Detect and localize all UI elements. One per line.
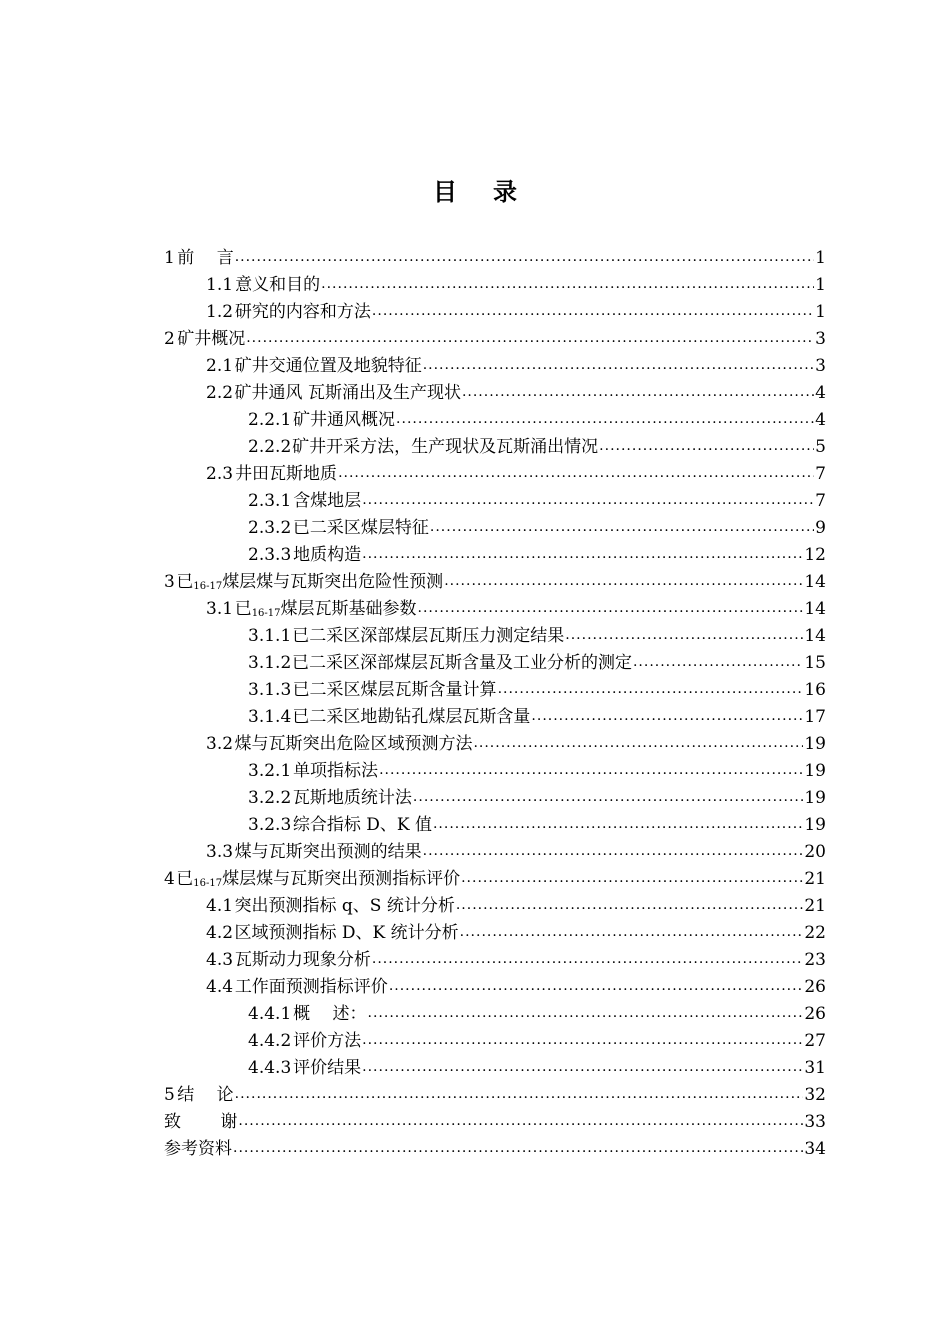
toc-entry-number: 4.2: [206, 923, 234, 943]
toc-entry-title: [293, 785, 412, 812]
toc-entry-title-main: 单项指标法: [293, 761, 379, 781]
toc-entry-title: [293, 488, 361, 515]
toc-entry[interactable]: [164, 974, 826, 1001]
toc-entry-number: 5: [164, 1085, 175, 1105]
toc-entry-title: [235, 596, 417, 625]
toc-entry-title: [293, 542, 361, 569]
toc-entry-title-main: 前 言: [177, 248, 234, 268]
toc-entry[interactable]: [164, 839, 826, 866]
toc-entry-page-number: 26: [804, 1004, 826, 1024]
toc-entry-title: [177, 245, 233, 272]
toc-dot-leader: [233, 1135, 803, 1162]
toc-dot-leader: [235, 244, 814, 271]
toc-entry-number: 3.1: [206, 599, 234, 619]
toc-entry[interactable]: [164, 245, 826, 272]
toc-entry-title-main: 已二采区深部煤层瓦斯含量及工业分析的测定: [291, 653, 632, 673]
toc-entry-title-main: 突出预测指标 q、S 统计分析: [234, 896, 455, 916]
toc-entry-title-main: 井田瓦斯地质: [235, 464, 338, 484]
toc-entry-number: 3: [164, 572, 175, 592]
toc-entry-page-number: 1: [815, 248, 826, 268]
toc-entry-title-main: 研究的内容和方法: [234, 302, 371, 322]
toc-entry[interactable]: [164, 1001, 826, 1028]
toc-entry[interactable]: [164, 380, 826, 407]
toc-entry-number: 3.2.3: [248, 815, 292, 835]
toc-entry[interactable]: [164, 704, 826, 731]
toc-entry-title: [235, 839, 422, 866]
toc-entry-number: 4.1: [206, 896, 234, 916]
toc-entry[interactable]: [164, 812, 826, 839]
toc-entry[interactable]: [164, 650, 826, 677]
toc-entry[interactable]: [164, 893, 826, 920]
toc-entry-title: [235, 974, 388, 1001]
toc-dot-leader: [235, 1081, 804, 1108]
toc-entry[interactable]: [164, 677, 826, 704]
toc-entry-page-number: 14: [804, 626, 826, 646]
toc-dot-leader: [498, 676, 804, 703]
toc-entry-number: 2.3.2: [248, 518, 292, 538]
toc-entry-page-number: 16: [804, 680, 826, 700]
toc-entry-title-main: 评价结果: [293, 1058, 362, 1078]
toc-entry-title: [234, 731, 472, 758]
toc-entry-title-main: 矿井通风 瓦斯涌出及生产现状: [234, 383, 461, 403]
toc-entry-number: 4.3: [206, 950, 234, 970]
toc-entry[interactable]: [164, 758, 826, 785]
toc-entry-number: 2.3: [206, 464, 234, 484]
toc-entry[interactable]: [164, 353, 826, 380]
toc-dot-leader: [238, 1108, 803, 1135]
toc-entry-title-main: 瓦斯地质统计法: [292, 788, 412, 808]
toc-entry[interactable]: [164, 731, 826, 758]
toc-entry[interactable]: [164, 596, 826, 623]
toc-entry-title: [176, 866, 460, 895]
toc-entry[interactable]: [164, 326, 826, 353]
toc-entry-number: 4.4: [206, 977, 234, 997]
toc-entry-title-main: 矿井交通位置及地貌特征: [234, 356, 422, 376]
toc-entry-title-main: 瓦斯动力现象分析: [234, 950, 371, 970]
toc-entry-page-number: 1: [815, 302, 826, 322]
toc-dot-leader: [430, 514, 814, 541]
toc-entry-title: [177, 326, 245, 353]
toc-entry-title: [235, 893, 455, 920]
toc-entry-number: 4: [164, 869, 175, 889]
toc-entry-number: 3.1.1: [248, 626, 292, 646]
toc-list: [164, 245, 826, 1163]
toc-entry-title-main: 意义和目的: [235, 275, 321, 295]
toc-entry[interactable]: [164, 569, 826, 596]
toc-entry-number: 2.2: [206, 383, 234, 403]
toc-entry[interactable]: [164, 920, 826, 947]
toc-entry-title-subscript: 16-17: [251, 608, 281, 619]
toc-entry-title-subscript: 16-17: [193, 581, 223, 592]
toc-dot-leader: [379, 757, 803, 784]
toc-dot-leader: [396, 406, 814, 433]
toc-dot-leader: [413, 784, 803, 811]
toc-entry-page-number: 9: [815, 518, 826, 538]
toc-entry-title: [293, 1028, 361, 1055]
toc-entry-title-main: 结 论: [177, 1085, 234, 1105]
toc-entry-title: [292, 434, 598, 461]
toc-entry-title-main: 矿井通风概况: [293, 410, 396, 430]
toc-entry-page-number: 19: [804, 815, 826, 835]
toc-entry-number: 4.4.2: [248, 1031, 292, 1051]
toc-dot-leader: [565, 622, 803, 649]
toc-entry-title: [293, 758, 378, 785]
toc-dot-leader: [531, 703, 803, 730]
toc-entry-title-main: 煤与瓦斯突出预测的结果: [234, 842, 422, 862]
toc-entry-number: 3.2.2: [248, 788, 292, 808]
toc-dot-leader: [461, 865, 803, 892]
toc-entry-page-number: 27: [804, 1031, 826, 1051]
toc-entry-page-number: 31: [804, 1058, 826, 1078]
toc-entry-page-number: 19: [804, 761, 826, 781]
toc-entry-title: [176, 569, 443, 598]
toc-entry-title: [235, 947, 371, 974]
toc-dot-leader: [473, 730, 803, 757]
toc-entry-title: [293, 677, 497, 704]
toc-entry-title-main: 工作面预测指标评价: [234, 977, 388, 997]
toc-entry-page-number: 5: [815, 437, 826, 457]
toc-entry-title: [293, 515, 429, 542]
toc-entry-page-number: 7: [815, 491, 826, 511]
toc-entry-page-number: 33: [804, 1112, 826, 1132]
toc-dot-leader: [321, 271, 814, 298]
toc-entry-number: 2.1: [206, 356, 234, 376]
toc-dot-leader: [246, 325, 814, 352]
toc-title-left: 目: [433, 178, 457, 206]
toc-entry[interactable]: [164, 1082, 826, 1109]
toc-entry-page-number: 3: [815, 329, 826, 349]
toc-dot-leader: [456, 892, 804, 919]
toc-entry-title-rest: 煤层瓦斯基础参数: [280, 599, 417, 619]
toc-entry-number: 3.2.1: [248, 761, 292, 781]
toc-dot-leader: [362, 541, 803, 568]
toc-entry-page-number: 34: [804, 1139, 826, 1159]
toc-entry-number: 3.1.3: [248, 680, 292, 700]
toc-dot-leader: [460, 919, 804, 946]
toc-entry-page-number: 14: [804, 572, 826, 592]
toc-entry-page-number: 12: [804, 545, 826, 565]
toc-entry-page-number: 15: [804, 653, 826, 673]
toc-dot-leader: [368, 1000, 804, 1027]
toc-dot-leader: [633, 649, 803, 676]
toc-entry-page-number: 1: [815, 275, 826, 295]
toc-entry[interactable]: [164, 947, 826, 974]
toc-entry-page-number: 20: [804, 842, 826, 862]
toc-entry-number: 2.3.3: [248, 545, 292, 565]
toc-entry-number: 2.2.2: [248, 437, 292, 457]
toc-entry[interactable]: [164, 299, 826, 326]
toc-entry-title-main: 参考资料: [164, 1139, 232, 1159]
toc-entry-title: [235, 299, 371, 326]
toc-entry-title-main: 已二采区煤层特征: [292, 518, 429, 538]
toc-dot-leader: [362, 1027, 803, 1054]
toc-title-right: 录: [493, 178, 517, 206]
toc-entry-number: 4.4.3: [248, 1058, 292, 1078]
toc-entry-page-number: 19: [804, 788, 826, 808]
toc-entry-number: 1.2: [206, 302, 234, 322]
toc-entry-title-main: 煤与瓦斯突出危险区域预测方法: [234, 734, 473, 754]
toc-entry-page-number: 21: [804, 869, 826, 889]
toc-entry[interactable]: [164, 1109, 826, 1136]
toc-entry-title-main: 矿井概况: [177, 329, 246, 349]
toc-entry-number: 2.2.1: [248, 410, 292, 430]
toc-entry-number: 4.4.1: [248, 1004, 292, 1024]
toc-entry[interactable]: [164, 434, 826, 461]
toc-entry-page-number: 21: [804, 896, 826, 916]
toc-entry-number: 3.1.2: [248, 653, 292, 673]
toc-entry-title-main: 含煤地层: [293, 491, 362, 511]
toc-entry[interactable]: [164, 515, 826, 542]
toc-entry-title: [235, 353, 422, 380]
toc-dot-leader: [389, 973, 804, 1000]
toc-dot-leader: [423, 838, 804, 865]
toc-entry-page-number: 3: [815, 356, 826, 376]
toc-entry-title: [292, 650, 632, 677]
toc-entry-title-rest: 煤层煤与瓦斯突出危险性预测: [222, 572, 444, 592]
toc-entry[interactable]: [164, 1136, 826, 1163]
toc-entry-title-main: 矿井开采方法，生产现状及瓦斯涌出情况: [292, 437, 599, 457]
toc-dot-leader: [362, 487, 814, 514]
toc-dot-leader: [362, 1054, 803, 1081]
toc-dot-leader: [444, 568, 803, 595]
toc-entry-title: [235, 920, 459, 947]
toc-entry-number: 3.1.4: [248, 707, 292, 727]
toc-entry[interactable]: [164, 488, 826, 515]
toc-entry-title-main: 概 述：: [293, 1004, 367, 1024]
toc-entry-page-number: 32: [804, 1085, 826, 1105]
toc-entry-title: [293, 812, 432, 839]
toc-entry-title: [293, 1001, 366, 1028]
toc-title: [0, 174, 950, 210]
toc-entry-title-main: 已: [234, 599, 252, 619]
toc-entry-title-main: 已二采区地勘钻孔煤层瓦斯含量: [292, 707, 531, 727]
toc-entry-number: 1: [164, 248, 175, 268]
toc-entry-title: [292, 704, 530, 731]
toc-entry-number: 3.3: [206, 842, 234, 862]
toc-entry[interactable]: [164, 866, 826, 893]
toc-dot-leader: [599, 433, 814, 460]
toc-entry-title-subscript: 16-17: [193, 878, 223, 889]
toc-dot-leader: [372, 298, 814, 325]
toc-entry-number: 1.1: [206, 275, 234, 295]
toc-entry[interactable]: [164, 1055, 826, 1082]
toc-entry-title: [235, 380, 461, 407]
toc-entry-page-number: 14: [804, 599, 826, 619]
toc-entry-number: 2.3.1: [248, 491, 292, 511]
toc-entry-title-main: 地质构造: [293, 545, 362, 565]
toc-dot-leader: [418, 595, 804, 622]
toc-entry-number: 2: [164, 329, 175, 349]
toc-entry-title-main: 已二采区深部煤层瓦斯压力测定结果: [292, 626, 565, 646]
toc-entry-title-main: 致 谢: [164, 1112, 238, 1132]
toc-entry-number: 3.2: [206, 734, 234, 754]
toc-entry-title-main: 评价方法: [293, 1031, 362, 1051]
toc-entry[interactable]: [164, 272, 826, 299]
toc-dot-leader: [372, 946, 803, 973]
toc-entry-title: [293, 1055, 361, 1082]
toc-entry-page-number: 17: [804, 707, 826, 727]
toc-entry[interactable]: [164, 623, 826, 650]
toc-entry-title-rest: 煤层煤与瓦斯突出预测指标评价: [222, 869, 461, 889]
toc-entry-page-number: 4: [815, 410, 826, 430]
toc-entry-title-main: 已: [176, 869, 194, 889]
toc-entry-title: [177, 1082, 233, 1109]
toc-entry[interactable]: [164, 785, 826, 812]
toc-entry-title: [293, 407, 395, 434]
toc-entry[interactable]: [164, 1028, 826, 1055]
toc-entry[interactable]: [164, 407, 826, 434]
toc-dot-leader: [433, 811, 803, 838]
toc-entry-page-number: 19: [804, 734, 826, 754]
toc-entry-title: [164, 1109, 237, 1136]
toc-entry-title-main: 已二采区煤层瓦斯含量计算: [292, 680, 497, 700]
toc-entry-page-number: 22: [804, 923, 826, 943]
toc-entry-title: [235, 461, 337, 488]
toc-entry-title-main: 综合指标 D、K 值: [292, 815, 432, 835]
toc-entry-page-number: 7: [815, 464, 826, 484]
toc-entry-title-main: 区域预测指标 D、K 统计分析: [234, 923, 459, 943]
toc-entry-page-number: 26: [804, 977, 826, 997]
toc-entry-title: [292, 623, 564, 650]
toc-entry-title: [164, 1136, 232, 1163]
toc-dot-leader: [462, 379, 814, 406]
toc-dot-leader: [338, 460, 814, 487]
toc-entry[interactable]: [164, 461, 826, 488]
toc-entry-page-number: 23: [804, 950, 826, 970]
toc-entry-page-number: 4: [815, 383, 826, 403]
toc-entry-title: [235, 272, 320, 299]
toc-entry[interactable]: [164, 542, 826, 569]
toc-entry-title-main: 已: [176, 572, 194, 592]
toc-dot-leader: [423, 352, 814, 379]
